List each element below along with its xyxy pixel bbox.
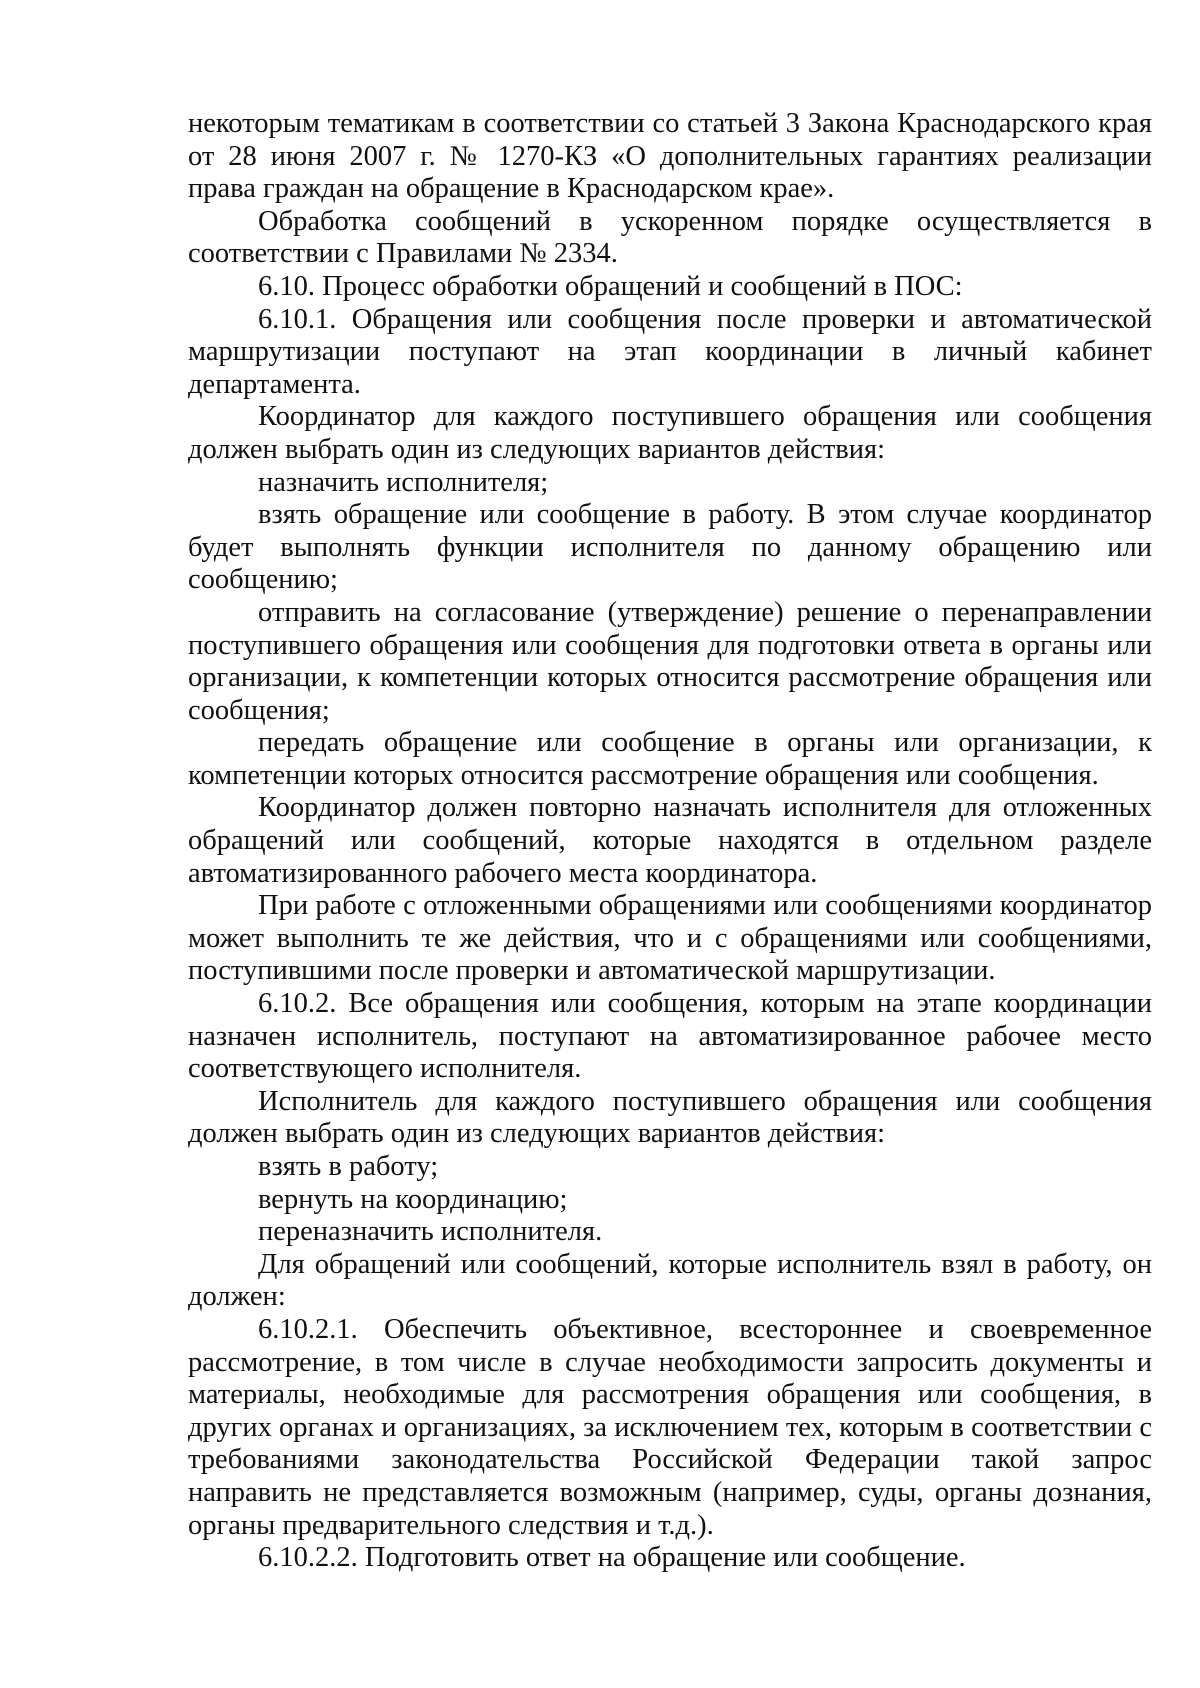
paragraph: Для обращений или сообщений, которые исполнитель взял в работу, он должен: <box>188 1248 1152 1313</box>
paragraph: 6.10.2.1. Обеспечить объективное, всестороннее и своевременное рассмотрение, в том числе в случае необходимости запросить документы и материалы, необходимые для рассмотрения обращения или сообщения, в других органах и организациях, за исключением тех, которым в соответствии с требованиями законодательства Российской Федерации такой запрос направить не представляется возможным (например, суды, органы дознания, органы предварительного следствия и т.д.). <box>188 1313 1152 1541</box>
paragraph: При работе с отложенными обращениями или сообщениями координатор может выполнить те же действия, что и с обращениями или сообщениями, поступившими после проверки и автоматической маршрутизации. <box>188 890 1152 987</box>
section-heading: 6.10. Процесс обработки обращений и сообщений в ПОС: <box>258 270 963 302</box>
paragraph: Обработка сообщений в ускоренном порядке осуществляется в соответствии с Правилами № 2334. <box>188 205 1152 270</box>
list-item: взять в работу; <box>258 1151 439 1182</box>
paragraph: 6.10.2. Все обращения или сообщения, которым на этапе координации назначен исполнитель, поступают на автоматизированное рабочее место соответствующего исполнителя. <box>188 988 1152 1085</box>
paragraph: Координатор для каждого поступившего обращения или сообщения должен выбрать один из следующих вариантов действия: <box>188 401 1152 465</box>
list-item: назначить исполнителя; <box>258 466 549 498</box>
document-body <box>188 108 1152 1575</box>
list-item: вернуть на координацию; <box>258 1183 568 1215</box>
list-item: переназначить исполнителя. <box>258 1216 603 1248</box>
paragraph: Исполнитель для каждого поступившего обращения или сообщения должен выбрать один из следующих вариантов действия: <box>188 1085 1152 1150</box>
paragraph: Координатор должен повторно назначать исполнителя для отложенных обращений или сообщений, которые находятся в отдельном разделе автоматизированного рабочего места координатора. <box>188 792 1152 889</box>
list-item: взять обращение или сообщение в работу. В этом случае координатор будет выполнять функции исполнителя по данному обращению или сообщению; <box>188 499 1152 596</box>
list-item: отправить на согласование (утверждение) решение о перенаправлении поступившего обращения или сообщения для подготовки ответа в органы или организации, к компетенции которых относится рассмотрение обращения или сообщения; <box>188 596 1152 726</box>
paragraph: 6.10.2.2. Подготовить ответ на обращение или сообщение. <box>258 1542 966 1574</box>
list-item: передать обращение или сообщение в органы или организации, к компетенции которых относится рассмотрение обращения или сообщения. <box>188 727 1152 791</box>
paragraph: 6.10.1. Обращения или сообщения после проверки и автоматической маршрутизации поступают на этап координации в личный кабинет департамента. <box>188 303 1152 400</box>
paragraph: некоторым тематикам в соответствии со статьей 3 Закона Краснодарского края от 28 июня 2007 г. № 1270-КЗ «О дополнительных гарантиях реализации права граждан на обращение в Краснодарском крае». <box>188 108 1152 205</box>
